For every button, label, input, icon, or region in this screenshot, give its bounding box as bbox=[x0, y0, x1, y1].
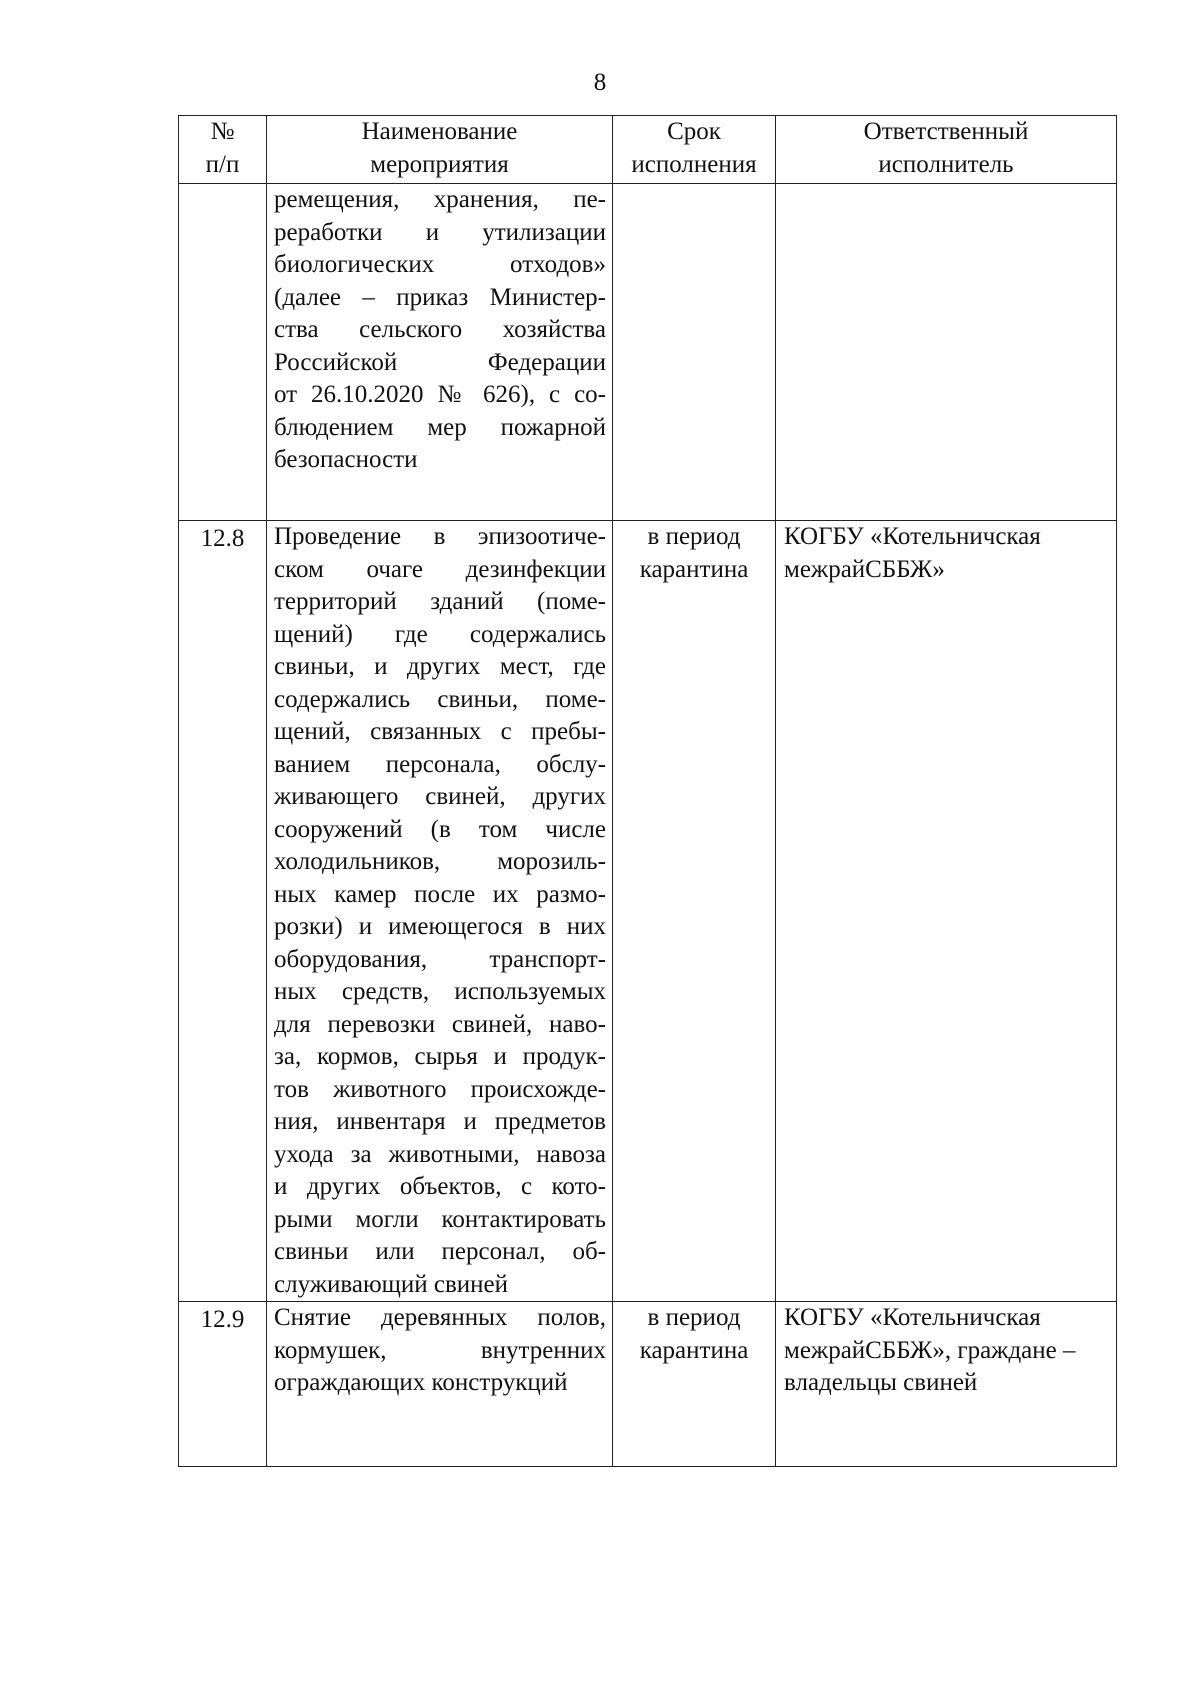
responsible-text-line: владельцы свиней bbox=[784, 1369, 978, 1396]
measure-text-line: щений, связанных с пребы- bbox=[274, 718, 606, 745]
measure-text-line: за, кормов, сырья и продук- bbox=[274, 1043, 606, 1070]
measure-text-line: оборудования, транспорт- bbox=[274, 945, 606, 973]
table-header bbox=[179, 116, 1117, 184]
measure-text-line: ремещения, хранения, пе- bbox=[274, 186, 606, 213]
measure-text-line: тов животного происхожде- bbox=[274, 1075, 606, 1103]
measure-name-cell bbox=[267, 1302, 613, 1467]
responsible-text-line: межрайСББЖ», граждане – bbox=[784, 1336, 1076, 1364]
measure-text-line: территорий зданий (поме- bbox=[274, 588, 606, 615]
measure-text-line: ском очаге дезинфекции bbox=[274, 555, 606, 583]
row-number-cell: 12.8 bbox=[179, 521, 267, 1302]
measure-text-line: кормушек, внутренних bbox=[274, 1336, 606, 1364]
header-deadline bbox=[613, 116, 776, 184]
measure-text-line: ограждающих конструкций bbox=[274, 1369, 568, 1396]
header-measure-name-line-1: Наименование bbox=[361, 118, 518, 145]
measure-text-line: (далее – приказ Министер- bbox=[274, 283, 606, 311]
measure-text-line: от 26.10.2020 № 626), с со- bbox=[274, 381, 606, 408]
table-row bbox=[179, 184, 1117, 521]
measure-text-line: ванием персонала, обслу- bbox=[274, 750, 606, 778]
deadline-text-line: в период bbox=[647, 523, 741, 550]
measure-text-line: Российской Федерации bbox=[274, 348, 606, 376]
header-measure-name-line-2: мероприятия bbox=[370, 150, 509, 178]
measure-text-line: биологических отходов» bbox=[274, 251, 606, 278]
measure-text-line: живающего свиней, других bbox=[274, 783, 606, 810]
measure-name-cell bbox=[267, 521, 613, 1302]
measure-name-cell bbox=[267, 184, 613, 521]
measure-text-line: ных камер после их размо- bbox=[274, 880, 606, 908]
measure-text-line: ства сельского хозяйства bbox=[274, 316, 606, 343]
header-measure-name bbox=[267, 116, 613, 184]
header-number bbox=[179, 116, 267, 184]
table-row bbox=[179, 1302, 1117, 1467]
deadline-text-line: карантина bbox=[639, 555, 749, 583]
measure-text-line: безопасности bbox=[274, 446, 418, 473]
measure-text-line: для перевозки свиней, наво- bbox=[274, 1010, 606, 1038]
responsible-text-line: КОГБУ «Котельничская bbox=[784, 523, 1041, 550]
measures-table bbox=[178, 115, 1117, 1467]
measure-text-line: ных средств, используемых bbox=[274, 978, 606, 1005]
deadline-cell bbox=[613, 521, 776, 1302]
measure-text-line: рыми могли контактировать bbox=[274, 1205, 606, 1233]
header-responsible-line-2: исполнитель bbox=[878, 150, 1014, 178]
measure-text-line: Проведение в эпизоотиче- bbox=[274, 523, 606, 550]
row-number-cell: 12.9 bbox=[179, 1302, 267, 1467]
responsible-cell bbox=[776, 184, 1117, 521]
page-number: 8 bbox=[593, 69, 607, 96]
measure-text-line: розки) и имеющегося в них bbox=[274, 913, 606, 940]
measure-text-line: сооружений (в том числе bbox=[274, 815, 606, 843]
table-row bbox=[179, 521, 1117, 1302]
deadline-text-line: в период bbox=[647, 1304, 741, 1331]
header-deadline-line-1: Срок bbox=[667, 118, 721, 145]
header-responsible-line-1: Ответственный bbox=[863, 118, 1029, 145]
measure-text-line: служивающий свиней bbox=[274, 1270, 509, 1298]
measure-text-line: и других объектов, с кото- bbox=[274, 1173, 606, 1200]
measure-text-line: Снятие деревянных полов, bbox=[274, 1304, 606, 1331]
measure-text-line: ухода за животными, навоза bbox=[274, 1140, 606, 1168]
header-number-line-1: № bbox=[210, 118, 235, 145]
measure-text-line: свиньи, и других мест, где bbox=[274, 653, 606, 680]
responsible-cell bbox=[776, 521, 1117, 1302]
header-number-line-2: п/п bbox=[205, 150, 240, 178]
header-deadline-line-2: исполнения bbox=[631, 150, 757, 178]
measure-text-line: реработки и утилизации bbox=[274, 218, 606, 246]
responsible-text-line: межрайСББЖ» bbox=[784, 555, 945, 583]
responsible-text-line: КОГБУ «Котельничская bbox=[784, 1304, 1041, 1331]
measure-text-line: ния, инвентаря и предметов bbox=[274, 1108, 606, 1135]
measure-text-line: свиньи или персонал, об- bbox=[274, 1238, 606, 1265]
deadline-cell bbox=[613, 1302, 776, 1467]
measure-text-line: щений) где содержались bbox=[274, 620, 606, 648]
deadline-cell bbox=[613, 184, 776, 521]
header-responsible bbox=[776, 116, 1117, 184]
measure-text-line: блюдением мер пожарной bbox=[274, 413, 606, 441]
responsible-cell bbox=[776, 1302, 1117, 1467]
deadline-text-line: карантина bbox=[639, 1336, 749, 1364]
table-header-row bbox=[179, 116, 1117, 184]
row-number-cell bbox=[179, 184, 267, 521]
measure-text-line: холодильников, морозиль- bbox=[274, 848, 606, 875]
measure-text-line: содержались свиньи, поме- bbox=[274, 685, 606, 713]
